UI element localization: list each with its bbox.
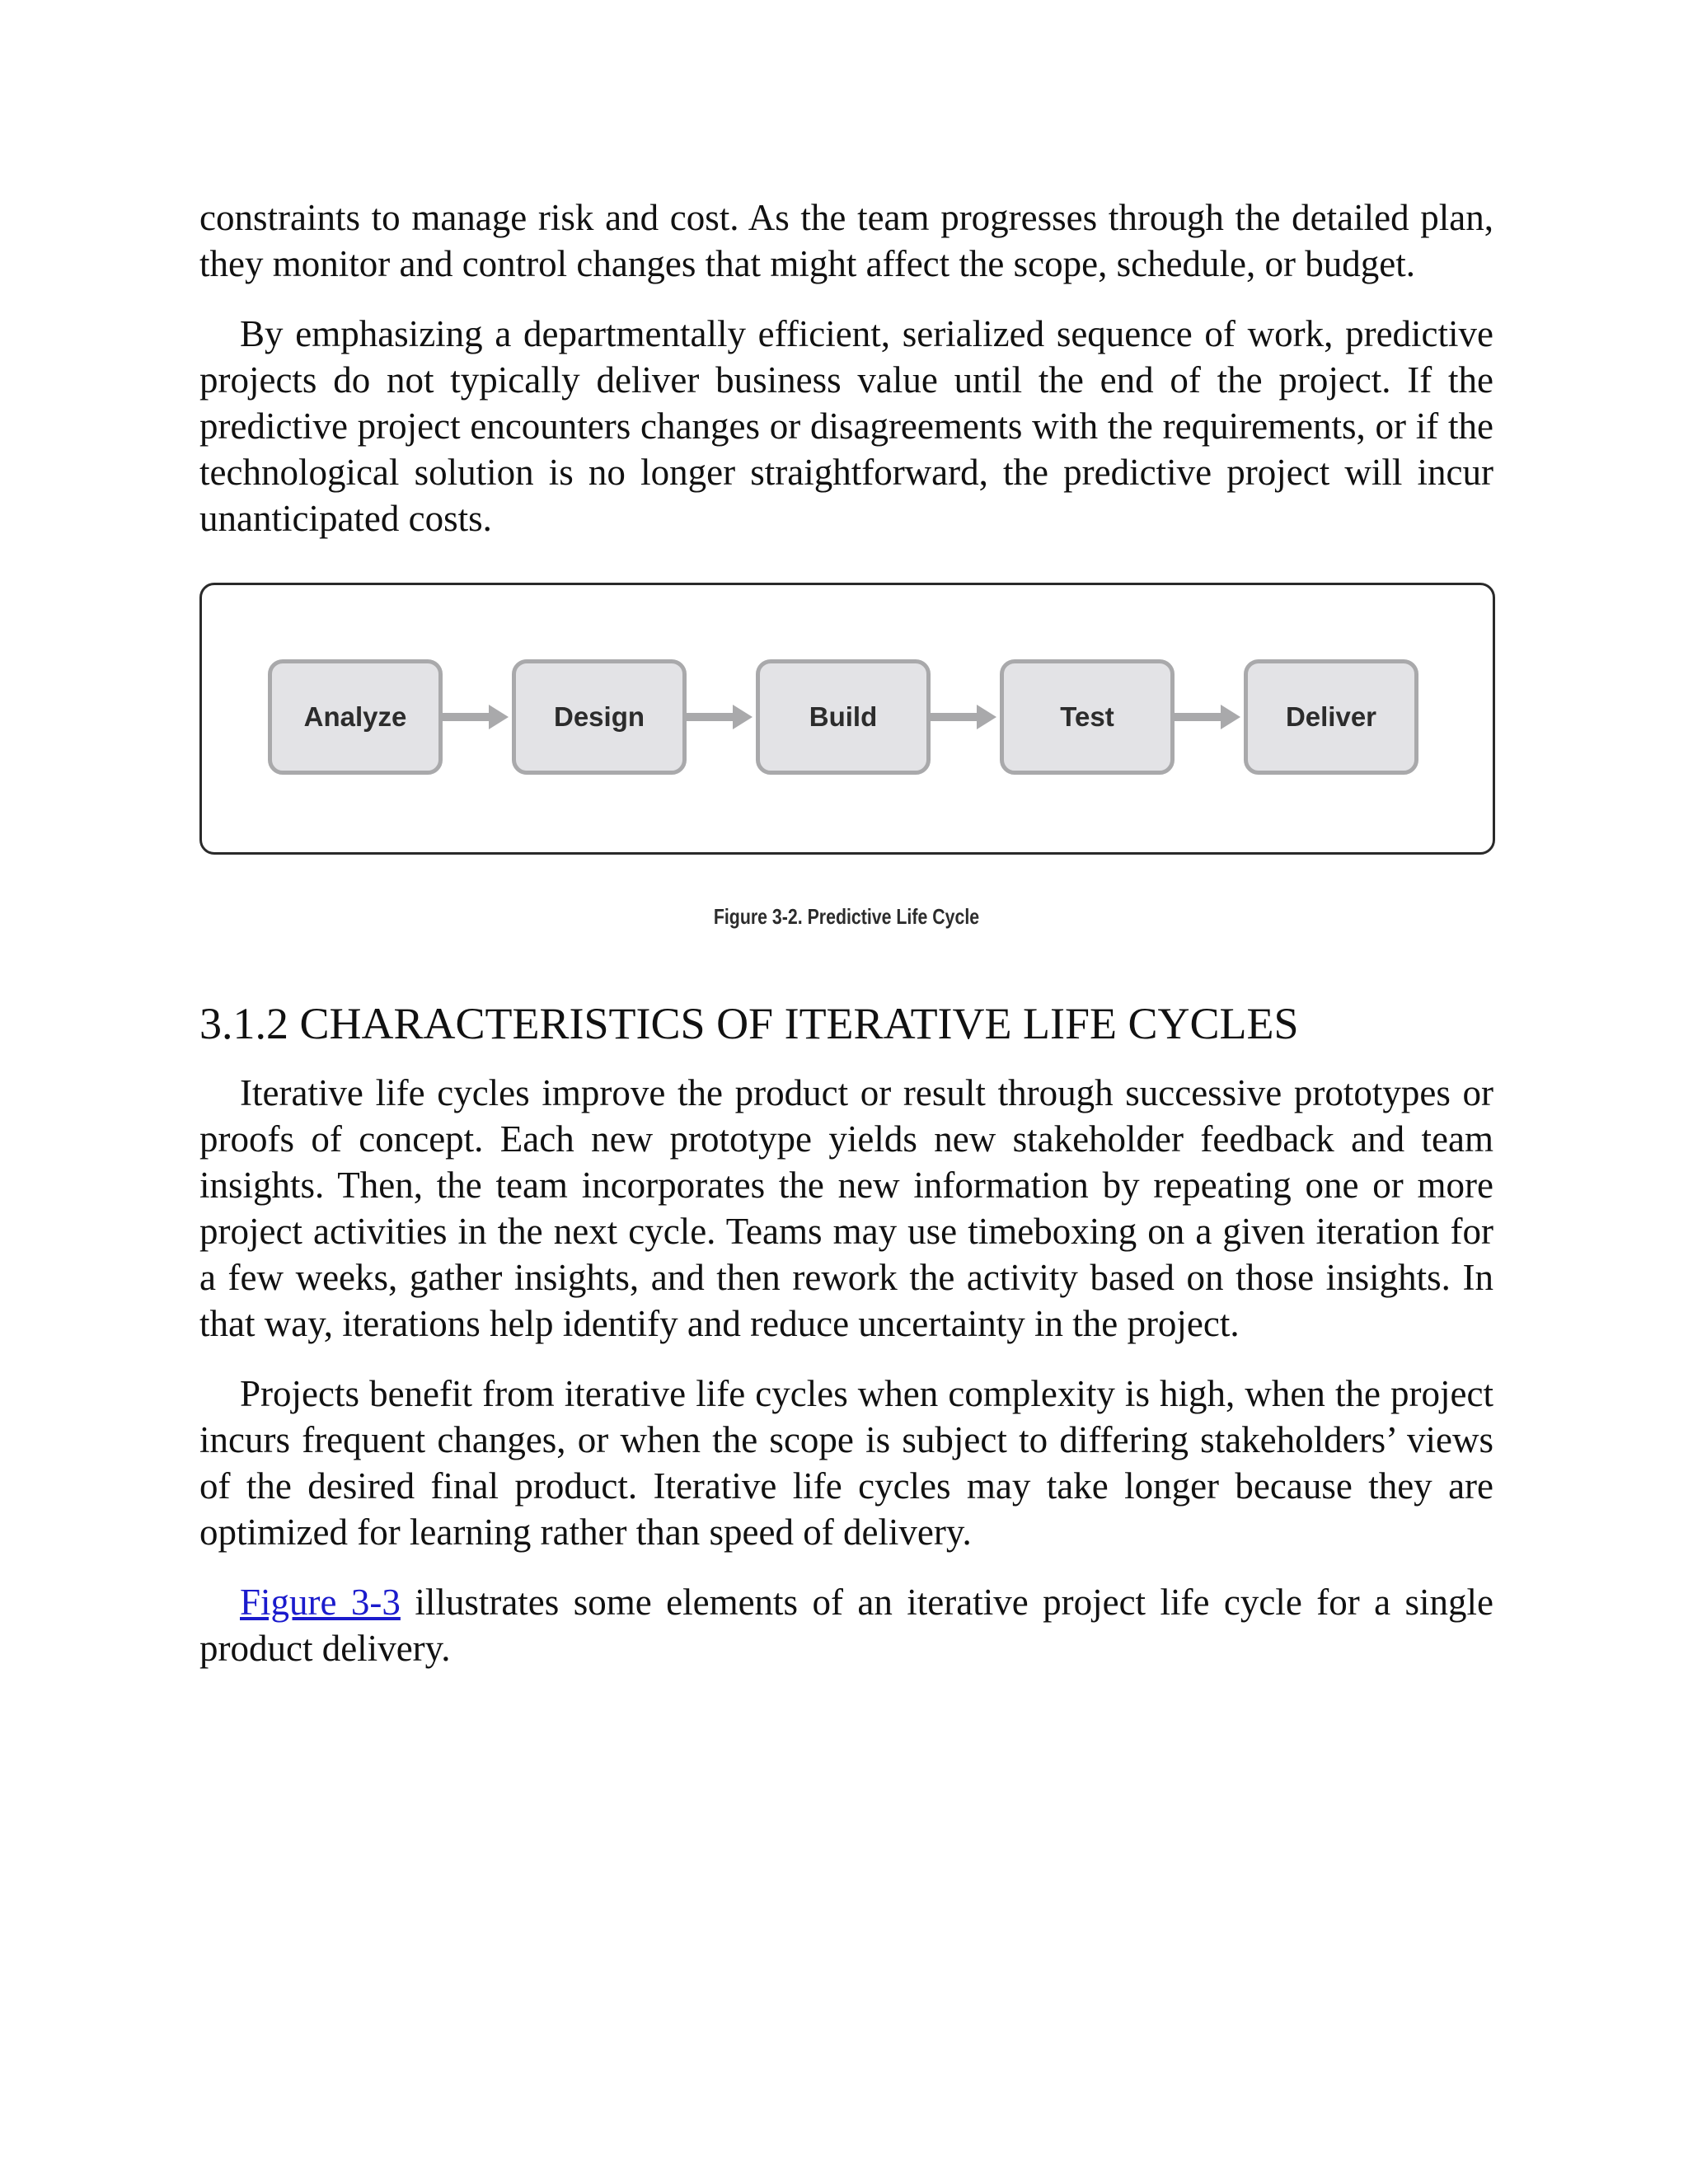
step-analyze: Analyze <box>268 659 443 775</box>
arrow-right-icon <box>687 705 756 729</box>
paragraph-figure-reference <box>199 1579 1493 1671</box>
arrow-right-icon <box>443 705 512 729</box>
figure-reference-text: illustrates some elements of an iterative project life cycle for a single product delivery. <box>199 1582 1493 1669</box>
step-deliver: Deliver <box>1244 659 1418 775</box>
paragraph-continued: constraints to manage risk and cost. As the team progresses through the detailed plan, they monitor and control changes that might affect the scope, schedule, or budget. <box>199 197 1493 284</box>
step-build: Build <box>756 659 931 775</box>
document-page <box>199 194 1493 1695</box>
paragraph-iterative-benefits: Projects benefit from iterative life cycles when complexity is high, when the project incurs frequent changes, or when the scope is subject to differing stakeholders’ views of the desired final product. Iterative life cycles may take longer because they are optimized for learning rather than speed of delivery. <box>199 1373 1493 1553</box>
step-test: Test <box>1000 659 1175 775</box>
arrow-right-icon <box>1175 705 1244 729</box>
section-heading: 3.1.2 CHARACTERISTICS OF ITERATIVE LIFE CYCLES <box>199 999 1299 1048</box>
paragraph-predictive-value: By emphasizing a departmentally efficient, serialized sequence of work, predictive projects do not typically deliver business value until the end of the project. If the predictive project encounters changes or disagreements with the requirements, or if the technological solution is no longer straightforward, the predictive project will incur unanticipated costs. <box>199 313 1493 539</box>
figure-caption: Figure 3-2. Predictive Life Cycle <box>713 904 980 929</box>
paragraph-iterative-intro: Iterative life cycles improve the product or result through successive prototypes or proofs of concept. Each new prototype yields new stakeholder feedback and team insights. Then, the team incorporates the new information by repeating one or more project activities in the next cycle. Teams may use timeboxing on a given iteration for a few weeks, gather insights, and then rework the activity based on those insights. In that way, iterations help identify and reduce uncertainty in the project. <box>199 1072 1493 1344</box>
figure-3-3-link[interactable]: Figure 3-3 <box>240 1582 401 1623</box>
predictive-life-cycle-figure <box>199 583 1495 855</box>
arrow-right-icon <box>931 705 1000 729</box>
life-cycle-flow <box>268 659 1418 775</box>
step-design: Design <box>512 659 687 775</box>
